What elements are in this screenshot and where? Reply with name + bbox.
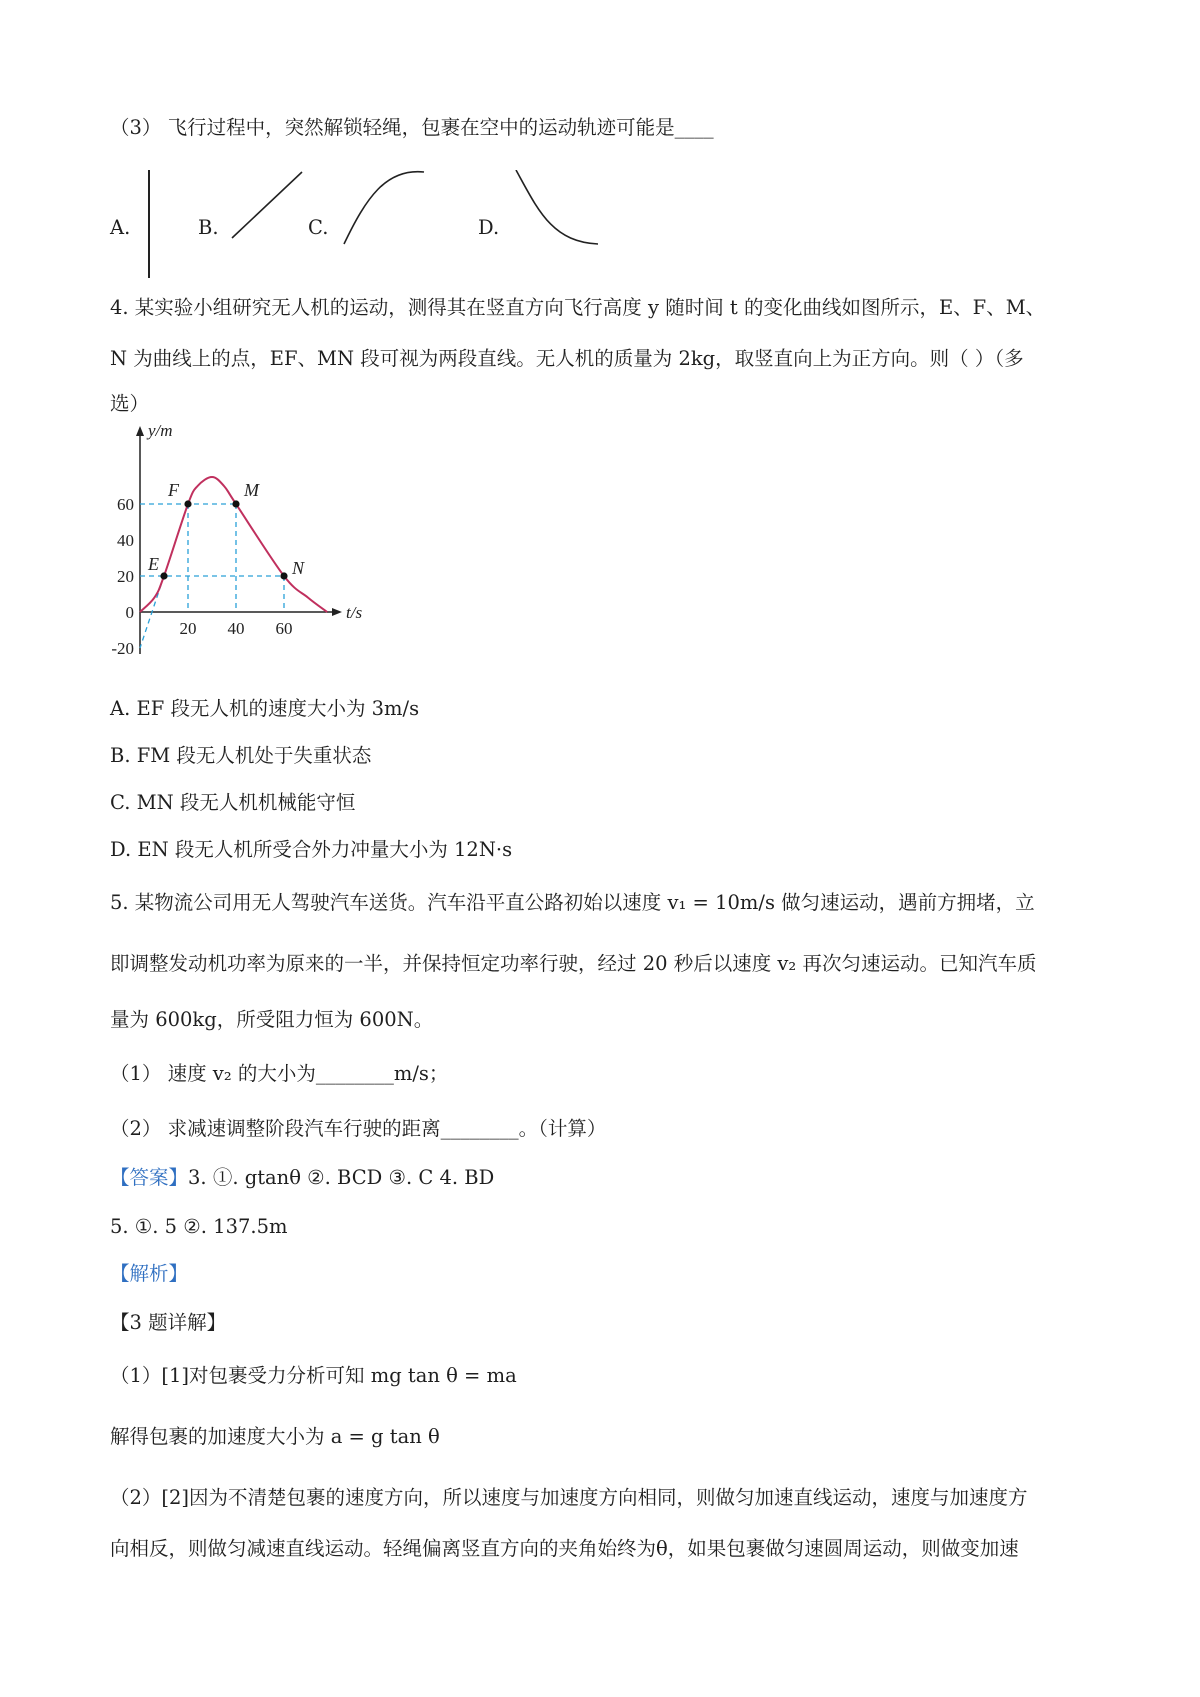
analysis-p4: 向相反，则做匀减速直线运动。轻绳偏离竖直方向的夹角始终为θ，如果包裹做匀速圆周运动，则做变加速: [110, 1537, 1019, 1560]
x-tick-label: 60: [275, 619, 293, 638]
answer-tag: 【答案】: [110, 1166, 189, 1189]
option-b-trajectory: [230, 170, 310, 280]
point-label-e: E: [148, 554, 159, 574]
option-c-label: C.: [308, 216, 329, 239]
option-a-trajectory: [140, 170, 160, 280]
q4-line3: 选）: [110, 392, 150, 415]
y-tick-label: 0: [125, 603, 134, 622]
option-a-label: A.: [110, 216, 131, 239]
y-tick-label: 20: [117, 567, 134, 586]
option-b-label: B.: [198, 216, 219, 239]
q4-option-c: C. MN 段无人机机械能守恒: [110, 791, 356, 814]
point-m: [232, 500, 239, 507]
analysis-tag: 【解析】: [110, 1262, 189, 1285]
q5-sub2: （2） 求减速调整阶段汽车行驶的距离________。（计算）: [110, 1117, 607, 1140]
q4-option-a: A. EF 段无人机的速度大小为 3m/s: [110, 697, 420, 720]
q3-sub3-text: （3） 飞行过程中，突然解锁轻绳，包裹在空中的运动轨迹可能是____: [110, 116, 714, 139]
analysis-p2: 解得包裹的加速度大小为 a = g tan θ: [110, 1425, 440, 1448]
answer-line1: [110, 1164, 494, 1192]
point-n: [280, 572, 287, 579]
q5-line1: 5. 某物流公司用无人驾驶汽车送货。汽车沿平直公路初始以速度 v₁ = 10m/s 做匀速运动，遇前方拥堵，立: [110, 891, 1035, 914]
q4-option-b: B. FM 段无人机处于失重状态: [110, 744, 372, 767]
analysis-p3: （2）[2]因为不清楚包裹的速度方向，所以速度与加速度方向相同，则做匀加速直线运动，速度与加速度方: [110, 1486, 1028, 1509]
y-tick-label: -20: [111, 639, 134, 658]
analysis-heading: 【3 题详解】: [110, 1311, 227, 1334]
q5-line3: 量为 600kg，所受阻力恒为 600N。: [110, 1008, 434, 1031]
y-axis-label: y/m: [148, 421, 173, 440]
point-f: [184, 500, 191, 507]
option-c-trajectory: [338, 170, 438, 280]
q4-option-d: D. EN 段无人机所受合外力冲量大小为 12N·s: [110, 838, 513, 861]
answer-text1: 3. ①. gtanθ ②. BCD ③. C 4. BD: [188, 1166, 495, 1189]
x-tick-label: 20: [179, 619, 197, 638]
q4-line1: 4. 某实验小组研究无人机的运动，测得其在竖直方向飞行高度 y 随时间 t 的变化曲线如图所示，E、F、M、: [110, 296, 1046, 319]
trajectory-options: [110, 170, 710, 280]
analysis-p1: （1）[1]对包裹受力分析可知 mg tan θ = ma: [110, 1364, 517, 1387]
q4-line2: N 为曲线上的点，EF、MN 段可视为两段直线。无人机的质量为 2kg，取竖直向上为正方向。则（ ）（多: [110, 347, 1024, 370]
option-d-label: D.: [478, 216, 500, 239]
point-e: [160, 572, 167, 579]
y-axis-arrow: [136, 426, 144, 436]
point-label-m: M: [244, 480, 259, 500]
q5-line2: 即调整发动机功率为原来的一半，并保持恒定功率行驶，经过 20 秒后以速度 v₂ 再次匀速运动。已知汽车质: [110, 952, 1037, 975]
x-tick-label: 40: [227, 619, 245, 638]
y-tick-label: 40: [117, 531, 134, 550]
point-label-n: N: [292, 558, 305, 578]
y-tick-label: 60: [117, 495, 134, 514]
point-label-f: F: [168, 480, 179, 500]
answer-line2: 5. ①. 5 ②. 137.5m: [110, 1215, 288, 1238]
q5-sub1: （1） 速度 v₂ 的大小为________m/s；: [110, 1062, 449, 1085]
height-time-chart: [104, 420, 404, 690]
option-d-trajectory: [510, 170, 610, 280]
x-axis-label: t/s: [346, 603, 363, 622]
x-axis-arrow: [332, 608, 342, 616]
